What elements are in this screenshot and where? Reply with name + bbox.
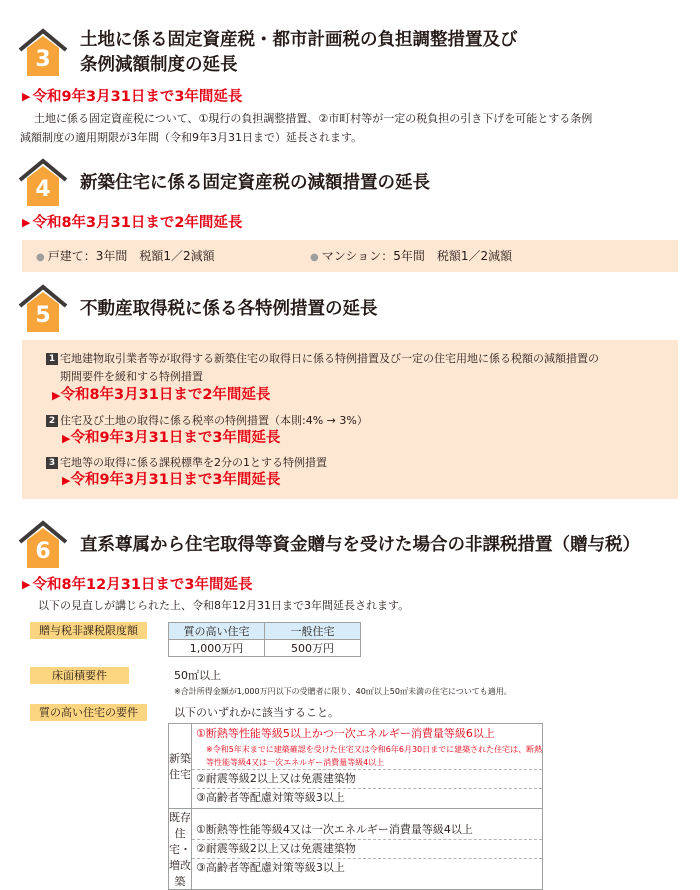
section-5-box	[22, 340, 678, 499]
special-measure-item-1: 1 宅地建物取引業者等が取得する新築住宅の取得日に係る特例措置及び一定の住宅用地に係る税額の減額措置の 期間要件を緩和する特例措置	[46, 350, 599, 386]
section-number: 6	[35, 539, 51, 564]
existing-house-req-2: ②耐震等級2以上又は免震建築物	[192, 839, 542, 858]
quality-requirement-table	[168, 723, 543, 890]
floor-area-note: ※合計所得金額が1,000万円以下の受贈者に限り、40㎡以上50㎡未満の住宅についても適用。	[174, 687, 512, 696]
existing-house-requirements	[192, 809, 543, 890]
gift-tax-limit-label: 贈与税非課税限度額	[30, 622, 147, 639]
section-number: 3	[35, 47, 51, 72]
quality-house-requirement-intro: 以下のいずれかに該当すること。	[174, 706, 339, 719]
section-number: 4	[35, 177, 51, 202]
existing-house-req-1: ①断熱等性能等級4又は一次エネルギー消費量等級4以上	[196, 823, 473, 836]
existing-house-req-3: ③高齢者等配慮対策等級3以上	[192, 858, 542, 877]
triangle-right-icon: ▶	[22, 90, 31, 103]
bullet-icon: ●	[310, 252, 319, 263]
section-3-body: 土地に係る固定資産税について、①現行の負担調整措置、②市町村等が一定の税負担の引き下げを可能とする条例 減額制度の適用期限が3年間（令和9年3月31日まで）延長されます。	[20, 112, 593, 144]
new-house-req-1: ①断熱等性能等級5以上かつ一次エネルギー消費量等級6以上	[196, 727, 495, 740]
special-measure-item-2: 2 住宅及び土地の取得に係る税率の特例措置（本則:4% → 3%）	[46, 412, 368, 430]
section-title: 不動産取得税に係る各特例措置の延長	[80, 298, 378, 319]
item-1-deadline: ▶令和8年3月31日まで2年間延長	[52, 387, 271, 403]
bullet-icon: ●	[36, 252, 45, 263]
triangle-right-icon: ▶	[62, 474, 71, 487]
floor-area-label: 床面積要件	[30, 667, 129, 684]
house-number-icon	[18, 28, 68, 78]
section-4-box	[22, 240, 678, 272]
triangle-right-icon: ▶	[22, 578, 31, 591]
triangle-right-icon: ▶	[22, 216, 31, 229]
new-house-note-2: 等性能等級4又は一次エネルギー消費量等級4以上	[206, 758, 385, 767]
section-3-deadline: ▶ 令和9年3月31日まで3年間延長	[22, 89, 243, 105]
section-6-deadline: ▶ 令和8年12月31日まで3年間延長	[22, 577, 253, 593]
section-6-header	[18, 520, 640, 570]
existing-house-category: 既存住宅・増改築	[169, 809, 192, 890]
section-title: 土地に係る固定資産税・都市計画税の負担調整措置及び 条例減額制度の延長	[80, 30, 518, 75]
section-5-header	[18, 284, 378, 334]
section-title: 新築住宅に係る固定資産税の減額措置の延長	[80, 172, 430, 193]
section-6-intro: 以下の見直しが講じられた上、令和8年12月31日まで3年間延長されます。	[38, 599, 410, 612]
triangle-right-icon: ▶	[62, 432, 71, 445]
house-number-icon	[18, 284, 68, 334]
item-number: 2	[46, 415, 58, 427]
special-measure-item-3: 3 宅地等の取得に係る課税標準を2分の1とする特例措置	[46, 454, 327, 472]
new-house-req-3: ③高齢者等配慮対策等級3以上	[192, 788, 542, 807]
section-4-deadline: ▶ 令和8年3月31日まで2年間延長	[22, 215, 243, 231]
item-3-deadline: ▶令和9年3月31日まで3年間延長	[62, 472, 281, 488]
value-high-quality-house: 1,000万円	[169, 640, 265, 657]
new-house-note-1: ※令和5年末までに建築確認を受けた住宅又は令和6年6月30日までに建築された住宅は、断熱	[206, 745, 543, 754]
new-house-requirements	[192, 724, 543, 809]
house-number-icon	[18, 520, 68, 570]
floor-area-value: 50㎡以上	[174, 669, 221, 682]
section-number: 5	[35, 303, 51, 328]
triangle-right-icon: ▶	[52, 389, 61, 402]
section-4-header	[18, 158, 430, 208]
new-house-category: 新築住宅	[169, 724, 192, 809]
value-general-house: 500万円	[265, 640, 361, 657]
item-number: 3	[46, 457, 58, 469]
header-high-quality-house: 質の高い住宅	[169, 623, 265, 640]
section-3-header	[18, 28, 518, 78]
quality-house-requirement-label: 質の高い住宅の要件	[30, 704, 147, 721]
house-number-icon	[18, 158, 68, 208]
detached-house-item: ● 戸建て：3年間 税額1／2減額	[36, 249, 215, 263]
item-2-deadline: ▶令和9年3月31日まで3年間延長	[62, 430, 281, 446]
item-number: 1	[46, 353, 58, 365]
condominium-item: ● マンション：5年間 税額1／2減額	[310, 249, 513, 263]
section-title: 直系尊属から住宅取得等資金贈与を受けた場合の非課税措置（贈与税）	[80, 534, 640, 555]
header-general-house: 一般住宅	[265, 623, 361, 640]
gift-tax-limit-table	[168, 622, 361, 657]
new-house-req-2: ②耐震等級2以上又は免震建築物	[192, 769, 542, 788]
